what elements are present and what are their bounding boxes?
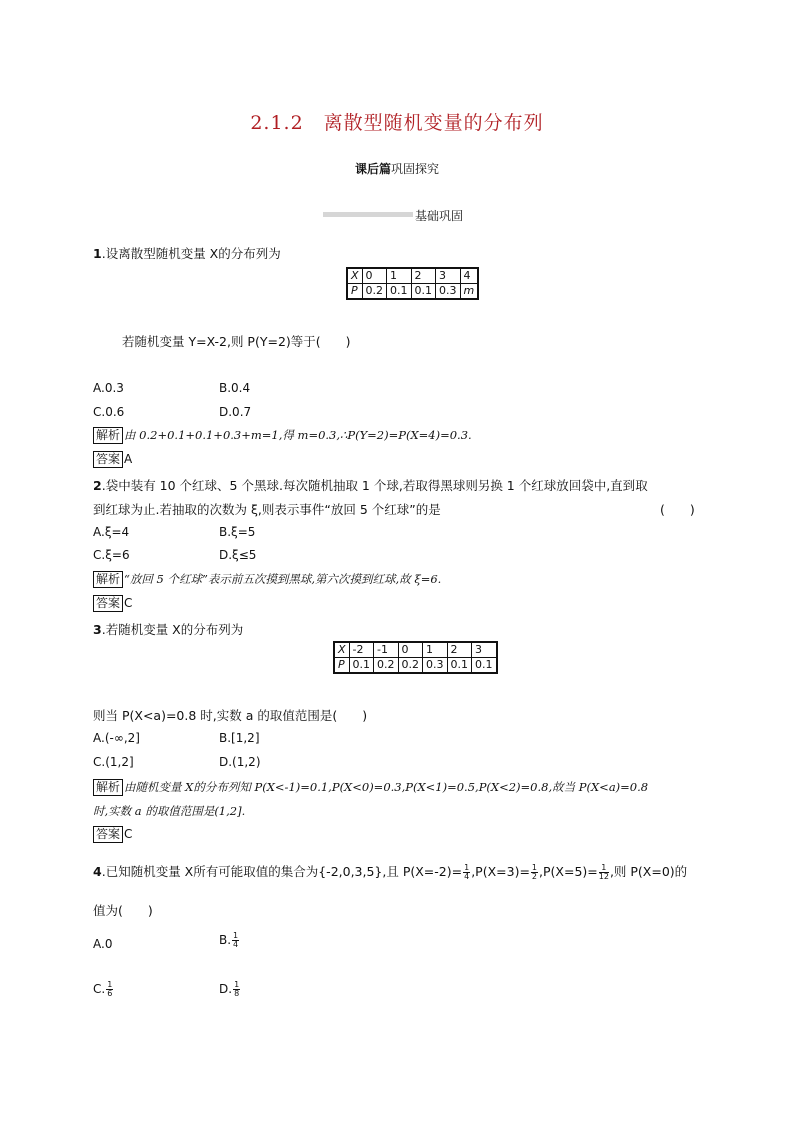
answer-label: 答案 xyxy=(93,451,123,468)
table-cell: 0.2 xyxy=(374,658,399,674)
q3-option-a[interactable]: A.(-∞,2] xyxy=(93,731,140,745)
q3-option-d[interactable]: D.(1,2) xyxy=(219,755,261,769)
q4-stem-line1: 4.已知随机变量 X所有可能取值的集合为{-2,0,3,5},且 P(X=-2)= $\frac{1}{4}$ ,P(X=3)= $\frac{1}{2}$ ,P(X=5)= $\frac{1}{12}$ ,则 P(X=0)的 xyxy=(93,863,688,881)
answer-label: 答案 xyxy=(93,595,123,612)
q4-option-a[interactable]: A.0 xyxy=(93,937,113,951)
fraction-denominator: 4 xyxy=(233,940,239,949)
option-prefix: B. xyxy=(219,933,232,947)
table-cell: 2 xyxy=(411,268,436,284)
table-cell: 1 xyxy=(387,268,412,284)
q4-option-d[interactable] xyxy=(219,981,241,998)
table-cell: 1 xyxy=(423,642,448,658)
q1-question: 若随机变量 Y=X-2,则 P(Y=2)等于( ) xyxy=(122,334,351,349)
q3-option-b[interactable]: B.[1,2] xyxy=(219,731,260,745)
q2-option-c[interactable]: C.ξ=6 xyxy=(93,548,130,562)
fraction-numerator: 1 xyxy=(233,931,239,940)
fraction xyxy=(531,864,538,881)
section-heading: 基础巩固 xyxy=(415,209,464,223)
table-cell: 0.1 xyxy=(447,658,472,674)
q1-stem: 1.设离散型随机变量 X的分布列为 xyxy=(93,246,281,261)
table-cell: 0.1 xyxy=(411,284,436,300)
table-cell: 0.1 xyxy=(349,658,374,674)
table-cell: P xyxy=(334,658,349,674)
q1-distribution-table xyxy=(346,267,479,300)
analysis-label: 解析 xyxy=(93,779,123,796)
fraction xyxy=(233,981,240,998)
table-row xyxy=(347,268,478,284)
q1-option-b[interactable]: B.0.4 xyxy=(219,381,251,395)
fraction-denominator: 6 xyxy=(107,989,113,998)
q3-answer-value: C xyxy=(124,827,133,841)
analysis-label: 解析 xyxy=(93,427,123,444)
fraction-denominator: 2 xyxy=(531,872,538,881)
table-cell: 0.1 xyxy=(387,284,412,300)
table-row xyxy=(347,284,478,300)
table-cell: 0.2 xyxy=(398,658,423,674)
q4-stem-part: ,P(X=5)= xyxy=(539,864,598,879)
section-bar xyxy=(323,212,413,217)
q4-stem-part: ,P(X=3)= xyxy=(471,864,530,879)
fraction xyxy=(106,981,113,998)
q3-stem: 3.若随机变量 X的分布列为 xyxy=(93,622,244,637)
q3-distribution-table xyxy=(333,641,498,674)
q2-answer xyxy=(93,595,132,612)
q4-stem-part: ,则 P(X=0)的 xyxy=(609,864,688,879)
fraction-denominator: 12 xyxy=(598,872,609,881)
q1-option-d[interactable]: D.0.7 xyxy=(219,405,252,419)
fraction xyxy=(599,864,609,881)
table-cell: 0.3 xyxy=(423,658,448,674)
q2-analysis xyxy=(93,571,441,588)
subtitle-bold: 课后篇 xyxy=(354,162,391,176)
table-cell: P xyxy=(347,284,362,300)
table-cell: 0.1 xyxy=(472,658,497,674)
fraction-numerator: 1 xyxy=(531,863,538,872)
q3-question: 则当 P(X<a)=0.8 时,实数 a 的取值范围是( ) xyxy=(93,708,368,723)
table-cell: 3 xyxy=(436,268,461,284)
q1-number: 1 xyxy=(93,246,102,261)
fraction-denominator: 4 xyxy=(464,872,470,881)
analysis-label: 解析 xyxy=(93,571,123,588)
q2-option-b[interactable]: B.ξ=5 xyxy=(219,525,256,539)
fraction-denominator: 8 xyxy=(234,989,240,998)
q3-analysis xyxy=(93,779,648,796)
fraction-numerator: 1 xyxy=(599,864,609,873)
table-cell: m xyxy=(460,284,478,300)
q2-answer-value: C xyxy=(124,596,133,610)
q3-answer xyxy=(93,826,132,843)
table-cell: -1 xyxy=(374,642,399,658)
q1-option-a[interactable]: A.0.3 xyxy=(93,381,124,395)
table-cell: 0 xyxy=(362,268,387,284)
q1-stem-text: 设离散型随机变量 X的分布列为 xyxy=(105,246,281,261)
q2-option-d[interactable]: D.ξ≤5 xyxy=(219,548,257,562)
q1-analysis-text: 由 0.2+0.1+0.1+0.3+m=1,得 m=0.3,∴P(Y=2)=P(X=4)=0.3. xyxy=(124,428,472,442)
subtitle-light: 巩固探究 xyxy=(391,162,440,176)
table-cell: 0.2 xyxy=(362,284,387,300)
q4-stem-part: 已知随机变量 X所有可能取值的集合为{-2,0,3,5},且 P(X=-2)= xyxy=(105,864,463,879)
fraction-numerator: 1 xyxy=(234,980,240,989)
page-title: 2.1.2 离散型随机变量的分布列 xyxy=(250,112,544,134)
table-cell: 0 xyxy=(398,642,423,658)
q3-analysis-line1: 由随机变量 X的分布列知 P(X<-1)=0.1,P(X<0)=0.3,P(X<1)=0.5,P(X<2)=0.8,故当 P(X<a)=0.8 xyxy=(124,780,649,794)
option-prefix: D. xyxy=(219,982,233,996)
q2-paren: ( ) xyxy=(660,502,695,517)
table-cell: X xyxy=(334,642,349,658)
table-cell: 3 xyxy=(472,642,497,658)
table-cell: -2 xyxy=(349,642,374,658)
q2-number: 2 xyxy=(93,478,102,493)
table-cell: 0.3 xyxy=(436,284,461,300)
q1-answer xyxy=(93,451,132,468)
q4-option-c[interactable] xyxy=(93,981,114,998)
fraction-numerator: 1 xyxy=(107,980,113,989)
q4-number: 4 xyxy=(93,864,102,879)
table-cell: 2 xyxy=(447,642,472,658)
fraction-numerator: 1 xyxy=(464,863,470,872)
q1-analysis xyxy=(93,427,472,444)
q3-number: 3 xyxy=(93,622,102,637)
q2-stem-text: 袋中装有 10 个红球、5 个黑球.每次随机抽取 1 个球,若取得黑球则另换 1 个红球放回袋中,直到取 xyxy=(105,478,648,493)
q3-option-c[interactable]: C.(1,2] xyxy=(93,755,134,769)
answer-label: 答案 xyxy=(93,826,123,843)
q2-analysis-text: “放回 5 个红球”表示前五次摸到黑球,第六次摸到红球,故 ξ=6. xyxy=(124,572,442,586)
q2-stem-line2: 到红球为止.若抽取的次数为 ξ,则表示事件“放回 5 个红球”的是 xyxy=(93,502,441,517)
fraction xyxy=(232,932,239,949)
q3-stem-text: 若随机变量 X的分布列为 xyxy=(105,622,244,637)
table-cell: 4 xyxy=(460,268,478,284)
option-prefix: C. xyxy=(93,982,106,996)
q1-option-c[interactable]: C.0.6 xyxy=(93,405,125,419)
q1-answer-value: A xyxy=(124,452,133,466)
table-row xyxy=(334,658,497,674)
page-subtitle xyxy=(0,160,794,177)
table-row xyxy=(334,642,497,658)
q2-option-a[interactable]: A.ξ=4 xyxy=(93,525,130,539)
q3-analysis-line2: 时,实数 a 的取值范围是(1,2]. xyxy=(93,804,246,818)
fraction xyxy=(463,864,470,881)
table-cell: X xyxy=(347,268,362,284)
q4-option-b[interactable] xyxy=(219,932,240,949)
q2-stem-line1: 2.袋中装有 10 个红球、5 个黑球.每次随机抽取 1 个球,若取得黑球则另换 1 个红球放回袋中,直到取 xyxy=(93,478,648,493)
q4-stem-line2: 值为( ) xyxy=(93,903,153,918)
